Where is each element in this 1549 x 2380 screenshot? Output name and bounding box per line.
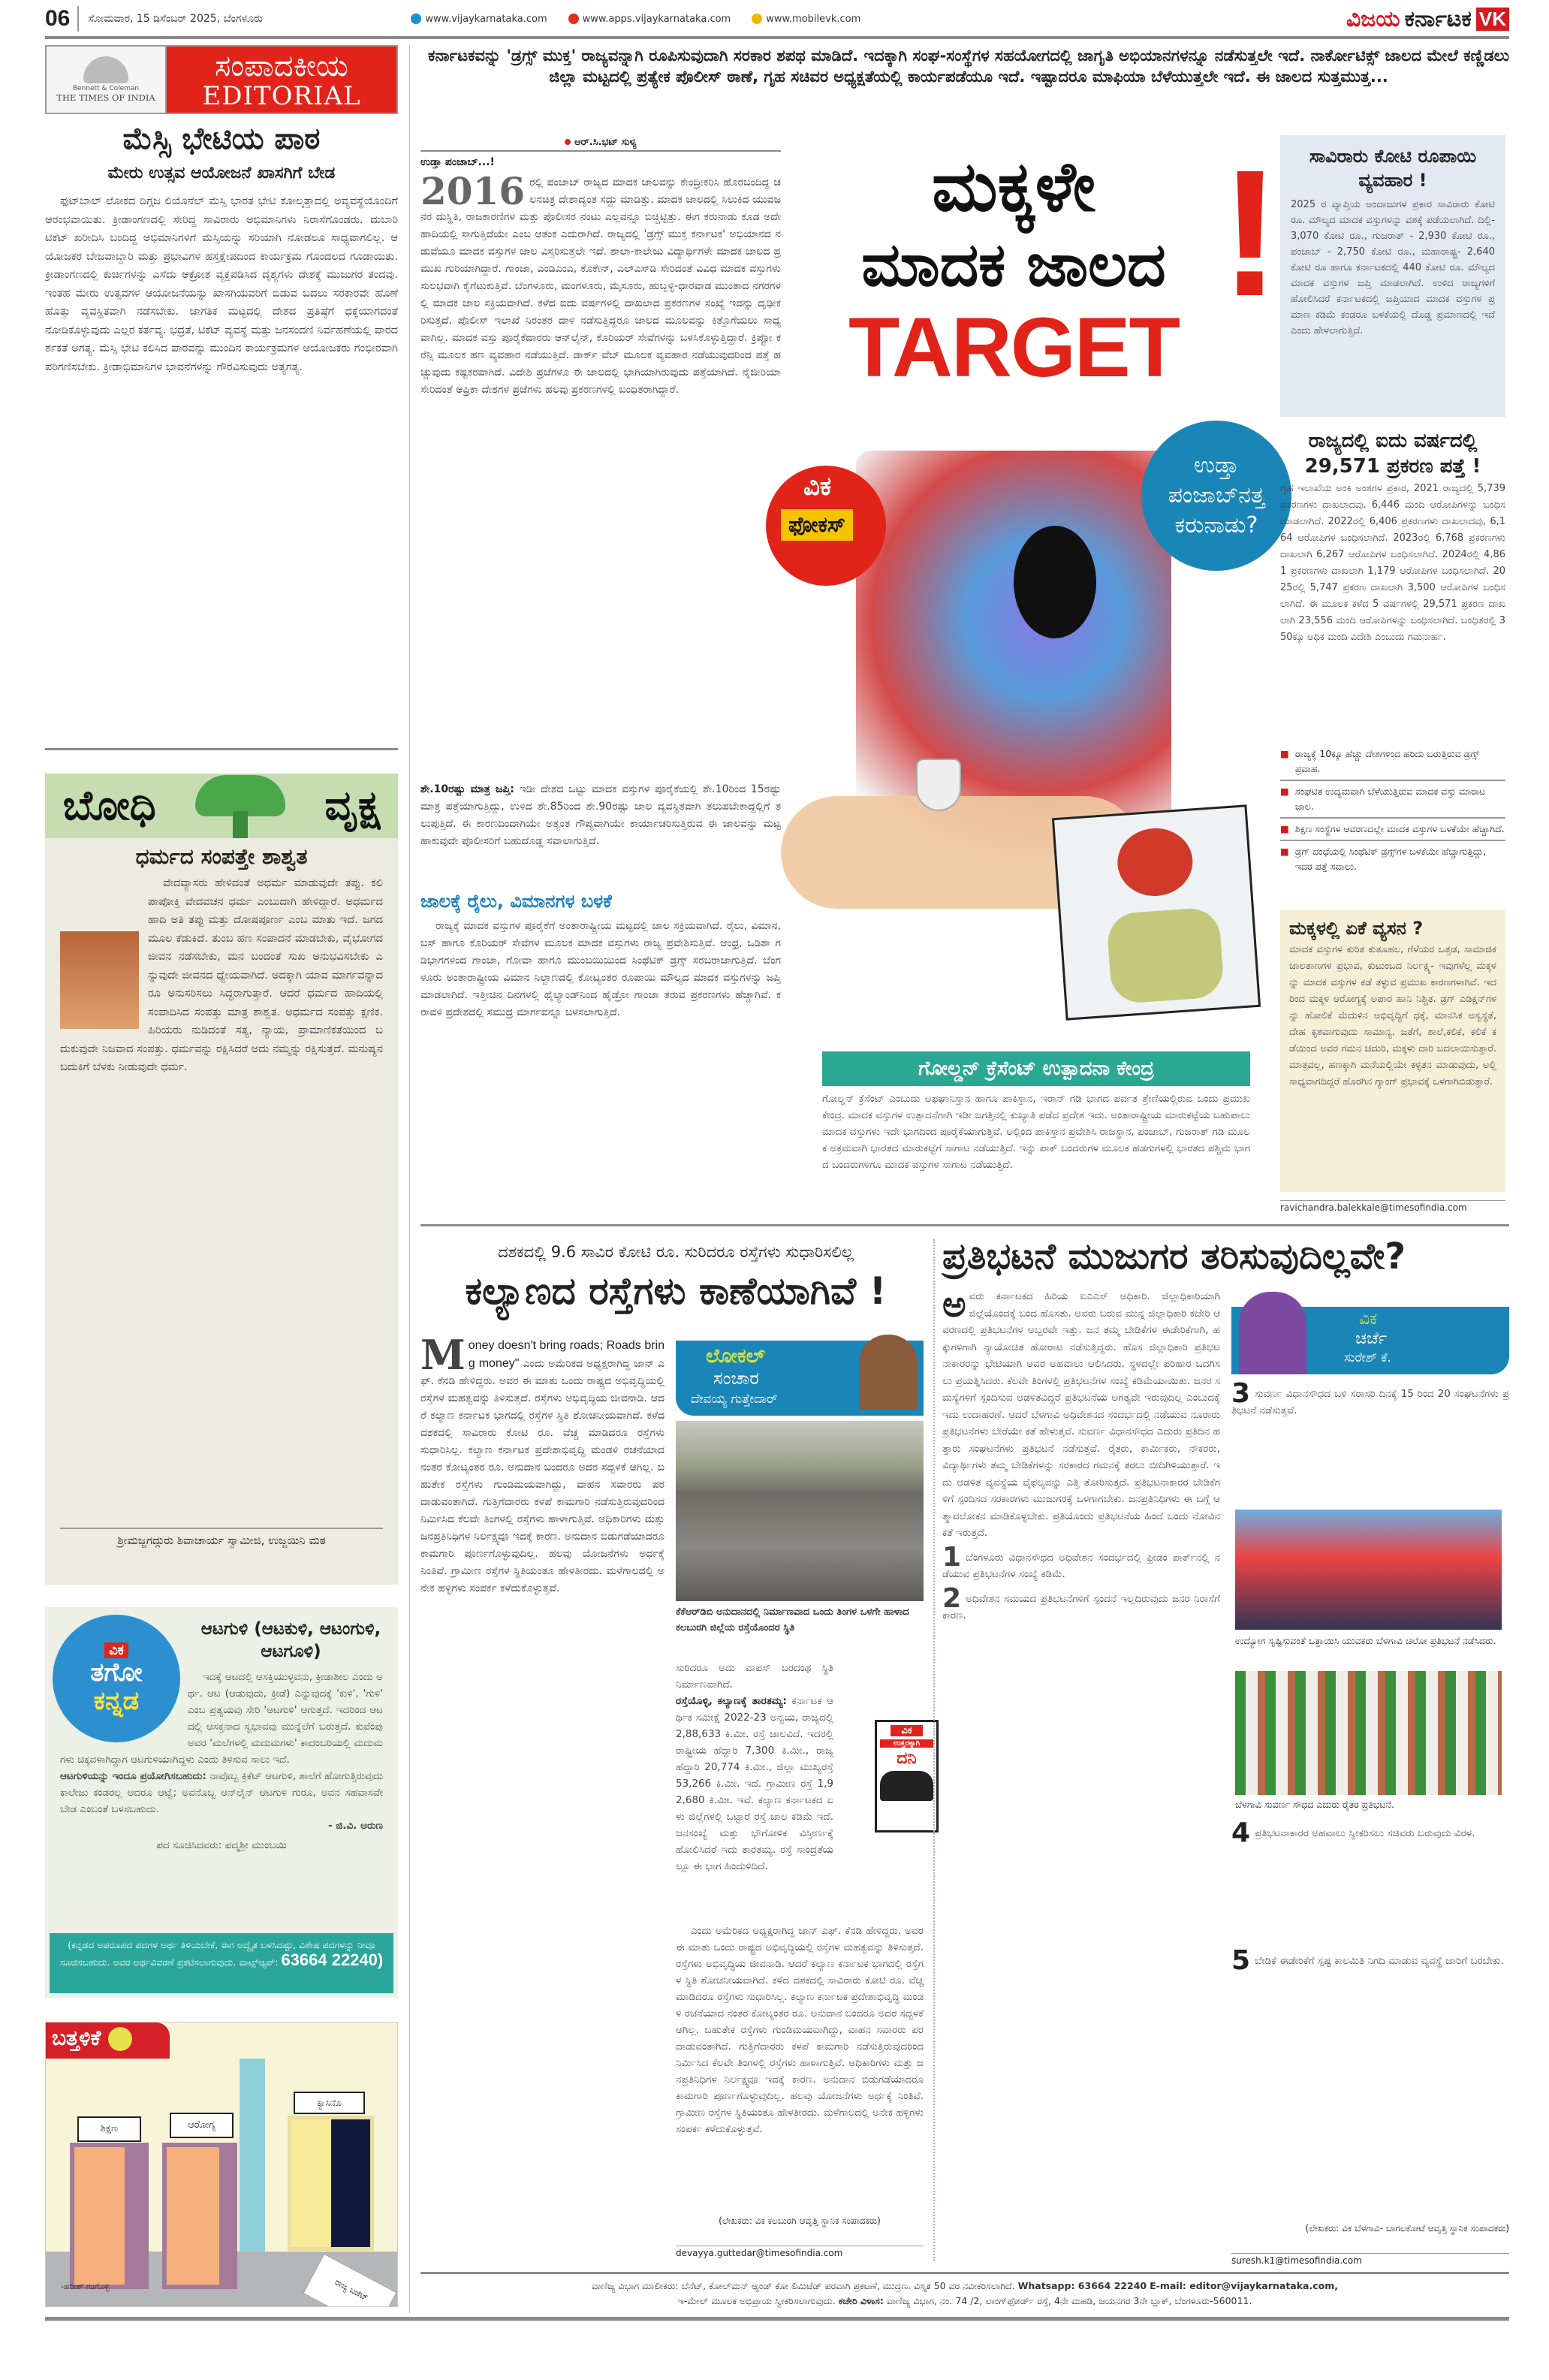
sidebar-cases-body: ಗೃಹ ಇಲಾಖೆಯ ಅಂಕಿ ಅಂಶಗಳ ಪ್ರಕಾರ, 2021 ರಾಜ್ಯದಲ್ಲಿ 5,739 ಪ್ರಕರಣಗಳು ದಾಖಲಾದವು. 6,446 ಮಂದಿ ಆರೋಪಿಗಳನ್ನು ಬಂಧಿಸ ಮಾಡಲಾಗಿದೆ. 2022ರಲ್ಲಿ 6,406 ಪ್ರಕರಣಗಳು ದಾಖಲಾದವು, 6,164 ಆರೋಪಿಗಳ ಬಂಧಿಸಲಾಗಿದೆ. 2023ರಲ್ಲಿ 6,768 ಪ್ರಕರಣಗಳು ದಾಖಲಾಗಿ 6,267 ಆರೋಪಿಗಳ ಬಂಧಿಸಲಾಗಿದೆ. 2024ರಲ್ಲಿ 4,861 ಪ್ರಕರಣಗಳು ದಾಖಲಾಗಿ 1,179 ಆರೋಪಿಗಳ ಬಂಧಿಸಲಾಗಿದೆ. 2025ರಲ್ಲಿ 5,747 ಪ್ರಕರಣ ದಾಖಲಾಗಿ 3,500 ಆರೋಪಿಗಳ ಬಂಧಿಸಲಾಗಿದೆ. ಈ ಮೂಲಕ ಕಳೆದ 5 ವರ್ಷಗಳಲ್ಲಿ 29,571 ಪ್ರಕರಣ ದಾಖಲಾಗಿ 23,556 ಮಂದಿ ಆರೋಪಿಗಳನ್ನು ಬಂಧಿಸಲಾಗಿದೆ. ಬಂಧಿತರಲ್ಲಿ 350ಕ್ಕೂ ಅಧಿಕ ಮಂದಿ ವಿದೇಶಿ ಎಂಬುದು ಗಮನಾರ್ಹ. bbox=[1280, 483, 1505, 643]
bullet-list bbox=[1280, 744, 1505, 877]
apps-link[interactable]: www.apps.vijaykarnataka.com bbox=[568, 14, 731, 25]
protest-body: ಅ ವರು ಕರ್ನಾಟಕದ ಹಿರಿಯ ಐಎಎಸ್ ಅಧಿಕಾರಿ. ಜಿಲ್ಲಾಧಿಕಾರಿಯಾಗಿ ಜಿಲ್ಲೆಯೊಂದಕ್ಕೆ ಬಂದ ಹೊಸತು. ಅವರು ಬರುವ ಮುನ್ನ ಜಿಲ್ಲಾಧಿಕಾರಿ ಕಚೇರಿ ಆವರಣದಲ್ಲಿ ಪ್ರತಿಭಟನೆಗಳ ಅಬ್ಬರವೇ ಇತ್ತು. ಜನ ತಮ್ಮ ಬೇಡಿಕೆಗಳ ಈಡೇರಿಕೆಗಾಗಿ, ಹಕ್ಕುಗಳಿಗಾಗಿ ನ್ಯಾಯೋಚಿತ ಹೋರಾಟ ನಡೆಸುತ್ತಿದ್ದರು. ಹೊಸ ಜಿಲ್ಲಾಧಿಕಾರಿ ಪ್ರತಿಭಟನಾಕಾರರನ್ನು ಭೇಟಿಯಾಗಿ ಅವರ ಅಹವಾಲು ಆಲಿಸಿದರು. ಸ್ಥಳದಲ್ಲೇ ಪರಿಹಾರ ಒದಗಿಸಲು ಪ್ರಯತ್ನಿಸಿದರು. ಕೆಲವೇ ತಿಂಗಳಲ್ಲಿ ಪ್ರತಿಭಟನೆಗಳ ಸಂಖ್ಯೆ ಕಡಿಮೆಯಾಯಿತು. ಜನರ ಸಮಸ್ಯೆಗಳಿಗೆ ಸ್ಪಂದಿಸುವ ಆಡಳಿತವಿದ್ದರೆ ಪ್ರತಿಭಟನೆಯ ಅಗತ್ಯವೇ ಇರುವುದಿಲ್ಲ ಎಂಬುದಕ್ಕೆ ಇದು ಉದಾಹರಣೆ. ಆದರೆ ಬೆಳಗಾವಿ ಅಧಿವೇಶನದ ಸಂದರ್ಭದಲ್ಲಿ ನಡೆಯುವ ನೂರಾರು ಪ್ರತಿಭಟನೆಗಳು ಬೇರೆಯೇ ಕತೆ ಹೇಳುತ್ತವೆ. ಸುವರ್ಣ ವಿಧಾನಸೌಧದ ಎದುರು ಪ್ರತಿದಿನ ಹತ್ತಾರು ಸಂಘಟನೆಗಳು ಪ್ರತಿಭಟನೆ ನಡೆಸುತ್ತವೆ. ರೈತರು, ಕಾರ್ಮಿಕರು, ನೌಕರರು, ವಿದ್ಯಾರ್ಥಿಗಳು ತಮ್ಮ ಬೇಡಿಕೆಗಳನ್ನು ಸರಕಾರದ ಗಮನಕ್ಕೆ ತರಲು ಬೀದಿಗಿಳಿಯುತ್ತಾರೆ. ಇದು ಆಡಳಿತ ವ್ಯವಸ್ಥೆಯ ವೈಫಲ್ಯವನ್ನು ಎತ್ತಿ ತೋರಿಸುತ್ತದೆ. ಪ್ರತಿಭಟನಾಕಾರರ ಬೇಡಿಕೆಗಳಿಗೆ ಸ್ಪಂದಿಸದ ಸರಕಾರಗಳು ಮುಜುಗರಕ್ಕೆ ಒಳಗಾಗಬೇಕು. ಜನಪ್ರತಿನಿಧಿಗಳು ಈ ಬಗ್ಗೆ ಆತ್ಮಾವಲೋಕನ ಮಾಡಿಕೊಳ್ಳಬೇಕು. ಪ್ರತಿಯೊಂದು ಪ್ರತಿಭಟನೆಯ ಹಿಂದೆ ಒಂದು ನೋವಿನ ಕತೆ ಇರುತ್ತದೆ. 1 ಬೆಂಗಳೂರು ವಿಧಾನಸೌಧದ ಅಧಿವೇಶನ ಸಂದರ್ಭದಲ್ಲಿ ಫ್ರೀಡಂ ಪಾರ್ಕ್‌ನಲ್ಲಿ ನಡೆಯುವ ಪ್ರತಿಭಟನೆಗಳ ಸಂಖ್ಯೆ ಕಡಿಮೆ. 2 ಅಧಿವೇಶನ ಸಮಯದ ಪ್ರತಿಭಟನೆಗಳಿಗೆ ಸ್ಪಂದನೆ ಇಲ್ಲದಿರುವುದು ಜನರ ನಿರಾಸೆಗೆ ಕಾರಣ. bbox=[942, 1288, 1220, 2227]
drug-packet bbox=[916, 759, 961, 811]
sidebar-crores: ಸಾವಿರಾರು ಕೋಟಿ ರೂಪಾಯಿ ವ್ಯವಹಾರ ! 2025 ರ ವ್ಯಾಪ್ತಿಯ ಅಂದಾಜುಗಳ ಪ್ರಕಾರ ಸಾವಿರಾರು ಕೋಟಿ ರೂ. ಮೌಲ್ಯದ ಮಾದಕ ವಸ್ತುಗಳನ್ನು ವಶಕ್ಕೆ ಪಡೆಯಲಾಗಿದೆ. ದಿಲ್ಲಿ- 3,070 ಕೋಟಿ ರೂ., ಗುಜರಾತ್ - 2,930 ಕೋಟಿ ರೂ., ಪಂಜಾಬ್ - 2,750 ಕೋಟಿ ರೂ., ಮಹಾರಾಷ್ಟ್ರ- 2,640 ಕೋಟಿ ರೂ ಹಾಗೂ ಕರ್ನಾಟಕದಲ್ಲಿ 440 ಕೋಟಿ ರೂ. ಮೌಲ್ಯದ ಮಾದಕ ವಸ್ತುಗಳ ಜಪ್ತಿ ಮಾಡಲಾಗಿದೆ. ಉಳಿದ ರಾಜ್ಯಗಳಿಗೆ ಹೋಲಿಸಿದರೆ ಕರ್ನಾಟಕದಲ್ಲಿ ಜಪ್ತಿಯಾದ ಮಾದಕ ವಸ್ತುಗಳ ಪ್ರಮಾಣ ಕಡಿಮೆ ಕಂಡರೂ ಬಳಕೆಯಲ್ಲಿ ದೊಡ್ಡ ಪ್ರಮಾಣದಲ್ಲಿ ಇದೆ ಎಂದು ಹೇಳಲಾಗುತ್ತಿದೆ. bbox=[1280, 135, 1505, 417]
question-bubble: ಉಡ್ತಾ ಪಂಜಾಬ್‌ನತ್ತ ಕರುನಾಡು? bbox=[1141, 421, 1291, 571]
editorial-label: ಸಂಪಾದಕೀಯ EDITORIAL bbox=[167, 47, 396, 113]
kalyana-deck: ದಶಕದಲ್ಲಿ 9.6 ಸಾವಿರ ಕೋಟಿ ರೂ. ಸುರಿದರೂ ರಸ್ತೆಗಳು ಸುಧಾರಿಸಲಿಲ್ಲ bbox=[498, 1243, 854, 1261]
sidebar-cases-heading: ರಾಜ್ಯದಲ್ಲಿ ಐದು ವರ್ಷದಲ್ಲಿ 29,571 ಪ್ರಕರಣ ಪತ್ತೆ ! bbox=[1304, 430, 1481, 478]
lead-email[interactable]: ravichandra.balekkale@timesofindia.com bbox=[1280, 1200, 1505, 1213]
column-badge-charche: ವಿಕ ಚರ್ಚೆ ಸುರೇಶ್ ಕೆ. bbox=[1231, 1307, 1509, 1374]
section-divider bbox=[420, 1224, 1509, 1226]
debate-badge: ವಿಕ ಉತ್ತರಕ್ಕಾಗಿ ದನಿ bbox=[875, 1720, 939, 1833]
door-sign: ಶಿಕ್ಷಣ bbox=[77, 2116, 141, 2142]
author-photo bbox=[859, 1335, 918, 1410]
list-item: ■ ರಾಜ್ಯಕ್ಕೆ 10ಕ್ಕೂ ಹೆಚ್ಚು ದೇಶಗಳಿಂದ ಹರಿದು ಬರುತ್ತಿರುವ ಡ್ರಗ್ಸ್ ಪ್ರವಾಹ. bbox=[1280, 744, 1505, 781]
child-figure bbox=[1014, 526, 1096, 638]
door bbox=[162, 2143, 237, 2289]
protest-photo-youth bbox=[1235, 1510, 1502, 1630]
mobile-icon bbox=[752, 14, 762, 24]
kalyana-headline: ಕಲ್ಯಾಣದ ರಸ್ತೆಗಳು ಕಾಣೆಯಾಗಿವೆ ! bbox=[465, 1269, 887, 1313]
wavy-divider bbox=[933, 1239, 938, 2261]
masthead-divider bbox=[45, 36, 1509, 39]
mobile-link[interactable]: www.mobilevk.com bbox=[752, 14, 860, 25]
tago-kannada-logo: ವಿಕ ತಗೋ ಕನ್ನಡ bbox=[53, 1615, 180, 1742]
bodhi-author: ಶ್ರೀಮಜ್ಜಗದ್ಗುರು ಶಿವಾಚಾರ್ಯ ಸ್ವಾಮೀಜಿ, ಉಜ್ಜಯಿನಿ ಮಠ bbox=[60, 1528, 383, 1547]
masthead bbox=[45, 5, 1509, 33]
lead-title: ಮಕ್ಕಳೇ ಮಾದಕ ಜಾಲದ TARGET bbox=[848, 146, 1180, 394]
protest-headline: ಪ್ರತಿಭಟನೆ ಮುಜುಗರ ತರಿಸುವುದಿಲ್ಲವೇ? bbox=[942, 1235, 1406, 1277]
bodhi-body: ವೇದವ್ಯಾಸರು ಹೇಳಿದಂತೆ ಅಧರ್ಮ ಮಾಡುವುದೇ ತಪ್ಪು. ಕಲಿ ಪಾಪೋಕ್ತಿ ವೇದವಚನ ಧರ್ಮ ಎಂಬುದಾಗಿ ಹೇಳಿದ್ದಾರೆ. ಅಧರ್ಮದ ಹಾದಿ ಅತಿ ತಪ್ಪು ಮತ್ತು ದೋಷಪೂರ್ಣ ಎಂಬ ಮಾತು ಇದೆ. ಜಗದ ಮೂಲ ಕೆಡುಕಿದೆ. ತುಂಬ ಹಣ ಸಂಪಾದನೆ ಮಾಡಬೇಕು, ವೈಭೋಗದ ಜೀವನ ನಡೆಸಬೇಕು, ಮನ ಬಂದಂತೆ ಸುಖ ಅನುಭವಿಸಬೇಕು ಎನ್ನುವುದೇ ಜೀವನದ ಧ್ಯೇಯವಾಗಿದೆ. ಅದಕ್ಕಾಗಿ ಯಾವ ಮಾರ್ಗವನ್ನಾದರೂ ಅನುಸರಿಸಲು ಸಿದ್ಧರಾಗುತ್ತಾರೆ. ಆದರೆ ಧರ್ಮದ ಹಾದಿಯಲ್ಲಿ ಸಂಪಾದಿಸಿದ ಸಂಪತ್ತು ಮಾತ್ರ ಶಾಶ್ವತ. ಅಧರ್ಮದ ಸಂಪತ್ತು ಕ್ಷಣಿಕ. ಹಿರಿಯರು ನುಡಿದಂತೆ ಸತ್ಯ, ನ್ಯಾಯ, ಪ್ರಾಮಾಣಿಕತೆಯಿಂದ ಬದುಕುವುದೇ ನಿಜವಾದ ಸಂಪತ್ತು. ಧರ್ಮವನ್ನು ರಕ್ಷಿಸಿದರೆ ಅದು ನಮ್ಮನ್ನು ರಕ್ಷಿಸುತ್ತದೆ. ಮನುಷ್ಯನ ಬದುಕಿಗೆ ಬೆಳಕು ನೀಡುವುದೇ ಧರ್ಮ. bbox=[60, 877, 383, 1073]
kalyana-body: M oney doesn't bring roads; Roads bring money" ಎಂದು ಅಮೆರಿಕದ ಅಧ್ಯಕ್ಷರಾಗಿದ್ದ ಜಾನ್ ಎಫ್. ಕೆನಡಿ ಹೇಳಿದ್ದರು. ಅವರ ಈ ಮಾತು ಒಂದು ರಾಷ್ಟ್ರದ ಅಭಿವೃದ್ಧಿಯಲ್ಲಿ ರಸ್ತೆಗಳ ಮಹತ್ವವನ್ನು ತಿಳಿಸುತ್ತದೆ. ರಸ್ತೆಗಳು ಅಭಿವೃದ್ಧಿಯ ಜೀವನಾಡಿ. ಆದರೆ ಕಲ್ಯಾಣ ಕರ್ನಾಟಕ ಭಾಗದಲ್ಲಿ ರಸ್ತೆಗಳ ಸ್ಥಿತಿ ಶೋಚನೀಯವಾಗಿದೆ. ಕಳೆದ ದಶಕದಲ್ಲಿ ಸಾವಿರಾರು ಕೋಟಿ ರೂ. ವೆಚ್ಚ ಮಾಡಿದರೂ ರಸ್ತೆಗಳು ಸುಧಾರಿಸಿಲ್ಲ. ಕಲ್ಯಾಣ ಕರ್ನಾಟಕ ಪ್ರದೇಶಾಭಿವೃದ್ಧಿ ಮಂಡಳಿ ರಚನೆಯಾದ ನಂತರ ಕೋಟ್ಯಂತರ ರೂ. ಅನುದಾನ ಬಂದರೂ ಅದರ ಸದ್ಬಳಕೆ ಆಗಿಲ್ಲ. ಬಹುತೇಕ ರಸ್ತೆಗಳು ಗುಂಡಿಮಯವಾಗಿದ್ದು, ವಾಹನ ಸವಾರರು ಪರದಾಡುವಂತಾಗಿದೆ. ಗುತ್ತಿಗೆದಾರರು ಕಳಪೆ ಕಾಮಗಾರಿ ನಡೆಸುತ್ತಿರುವುದರಿಂದ ನಿರ್ಮಿಸಿದ ಕೆಲವೇ ತಿಂಗಳಲ್ಲಿ ರಸ್ತೆಗಳು ಹಾಳಾಗುತ್ತಿವೆ. ಅಧಿಕಾರಿಗಳು ಮತ್ತು ಜನಪ್ರತಿನಿಧಿಗಳ ನಿರ್ಲಕ್ಷ್ಯವೂ ಇದಕ್ಕೆ ಕಾರಣ. ಅನುದಾನ ಬಿಡುಗಡೆಯಾದರೂ ಕಾಮಗಾರಿ ಪೂರ್ಣಗೊಳ್ಳುವುದಿಲ್ಲ. ಹಲವು ಯೋಜನೆಗಳು ಅರ್ಧಕ್ಕೆ ನಿಂತಿವೆ. ಗ್ರಾಮೀಣ ರಸ್ತೆಗಳ ಸ್ಥಿತಿಯಂತೂ ಹೇಳತೀರದು. ಮಳೆಗಾಲದಲ್ಲಿ ಅನೇಕ ಹಳ್ಳಿಗಳು ಸಂಪರ್ಕ ಕಳೆದುಕೊಳ್ಳುತ್ತವೆ. bbox=[420, 1337, 665, 1594]
list-item: ■ ಡ್ರಗ್ ದಂಧೆಯಲ್ಲಿ ಸಿಂಥೆಟಿಕ್ ಡ್ರಗ್ಸ್‌ಗಳ ಬಳಕೆಯೇ ಹೆಚ್ಚಾಗುತ್ತಿದ್ದು, ಇದರ ಪತ್ತೆ ಸವಾಲು. bbox=[1280, 841, 1505, 877]
newspaper: ರಾಜ್ಯ ಬಜೆಟ್ bbox=[303, 2254, 396, 2307]
protest-email[interactable]: suresh.k1@timesofindia.com bbox=[1231, 2253, 1509, 2266]
list-item: ■ ಸಂಘಟಿತ ಉದ್ಯಮವಾಗಿ ಬೆಳೆಯುತ್ತಿರುವ ಮಾದಕ ವಸ್ತು ಮಾರಾಟ ಜಾಲ. bbox=[1280, 781, 1505, 819]
page-bottom-rule bbox=[45, 2317, 1509, 2321]
smiley-icon bbox=[108, 2027, 132, 2051]
square-bullet-icon: ■ bbox=[1280, 786, 1289, 797]
page-number: 06 bbox=[45, 6, 79, 32]
road-photo bbox=[676, 1421, 924, 1601]
numbered-point: 3 ಸುವರ್ಣ ವಿಧಾನಸೌಧದ ಬಳಿ ಸರಾಸರಿ ದಿನಕ್ಕೆ 15 ರಿಂದ 20 ಸಂಘಟನೆಗಳು ಪ್ರತಿಭಟನೆ ನಡೆಸುತ್ತವೆ. bbox=[1231, 1378, 1509, 1416]
protest-photo-farmers bbox=[1235, 1671, 1502, 1795]
kalyana-tail: (ಲೇಖಕರು: ವಿಕ ಕಲಬುರಗಿ ಆವೃತ್ತಿ ಸ್ಥಾನಿಕ ಸಂಪಾದಕರು) bbox=[719, 2216, 881, 2226]
square-bullet-icon: ■ bbox=[1280, 846, 1289, 857]
focus-badge: ವಿಕ ಫೋಕಸ್ bbox=[766, 466, 886, 586]
cartoon-panel bbox=[45, 2022, 398, 2307]
word-body: ಇದಕ್ಕೆ ಆಟದಲ್ಲಿ ಆಸಕ್ತಿಯುಳ್ಳವನು, ಕ್ರೀಡಾಶೀಲ ಎಂದು ಅರ್ಥ. ಆಟ (ಆಡುವುದು, ಕ್ರೀಡೆ) ಎನ್ನುವುದಕ್ಕೆ 'ಕುಳಿ', 'ಗುಳಿ' ಎಂಬ ಪ್ರತ್ಯಯವು ಸೇರಿ 'ಆಟಗುಳಿ' ಆಗುತ್ತದೆ. ಇದರಿಂದ ಆಟದಲ್ಲಿ ಆಸಕ್ತನಾದ ಸ್ವಭಾವವು ಮುನ್ನೆಲೆಗೆ ಬರುತ್ತದೆ. ಕುವೆಂಪು ಅವರ 'ಮಲೆಗಳಲ್ಲಿ ಮದುಮಗಳು' ಕಾದಂಬರಿಯಲ್ಲಿ ಮದುಮಗಳು ಚಿಕ್ಕವಳಾಗಿದ್ದಾಗ ಆಟಗುಳಿಯಾಗಿದ್ದಳು ಎಂದು ತಿಳಿಸುವ ಸಾಲು ಇದೆ. ಆಟಗುಳಿಯನ್ನು ಇಂದೂ ಪ್ರಯೋಗಿಸಬಹುದು: ನಾವೊಬ್ಬ ಕ್ರಿಕೆಟ್ ಆಟಗುಳಿ, ಶಾಲೆಗೆ ಹೋಗುತ್ತಿರುವುದು ಕಾಲೇಜು ಕಂಡರಲ್ಲ ಆದರೂ ಆಟ್ವೆ; ಅವನೊಬ್ಬ ಆನ್‌ಲೈನ್ ಆಟಗುಳಿ ಗುರೂ, ಅವನ ಸಹವಾಸವೇ ಬೇಡ ಎಂಬಂತೆ ಬಳಸಬಹುದು. - ಜಿ.ವಿ. ಅರುಣ ಪದ ಸೂಚಿಸಿದವರು: ಪದ್ಮಶ್ರೀ ಮುಂಬಯಿ bbox=[60, 1671, 384, 1851]
tago-footer: (ಕನ್ನಡದ ಅಪರೂಪದ ಪದಗಳ ಅರ್ಥ ತಿಳಿಯಬೇಕೆ, ಈಗ ಅದ್ವೈತ ಬಳಸಿದಷ್ಟು, ವಿಶೇಷ ಪದಗಳನ್ನು ನೀವೂ ಸೂಚಿಸಬಹುದು. ಅವರ ಅರ್ಥವಿವರಣೆ ಪ್ರಕಟಿಸಲಾಗುವುದು. ವಾಟ್ಸ್ಆ್ಯಪ್: 63664 22240) bbox=[50, 1933, 393, 1993]
bodhi-title-bar: ಬೋಧಿ ವೃಕ್ಷ bbox=[45, 774, 398, 838]
author-photo bbox=[1239, 1292, 1306, 1374]
lead-sub2-heading: ಜಾಲಕ್ಕೆ ರೈಲು, ವಿಮಾನಗಳ ಬಳಕೆ bbox=[420, 891, 612, 912]
website-link[interactable]: www.vijaykarnataka.com bbox=[411, 14, 547, 25]
devil-figure bbox=[1115, 826, 1195, 899]
toi-logo: Bennett & Coleman THE TIMES OF INDIA bbox=[47, 47, 167, 113]
whatsapp-number: 63664 22240) bbox=[281, 1950, 384, 1969]
kalyana-body-cont: ಎಂದು ಅಮೆರಿಕದ ಅಧ್ಯಕ್ಷರಾಗಿದ್ದ ಜಾನ್ ಎಫ್. ಕೆನಡಿ ಹೇಳಿದ್ದರು. ಅವರ ಈ ಮಾತು ಒಂದು ರಾಷ್ಟ್ರದ ಅಭಿವೃದ್ಧಿಯಲ್ಲಿ ರಸ್ತೆಗಳ ಮಹತ್ವವನ್ನು ತಿಳಿಸುತ್ತದೆ. ರಸ್ತೆಗಳು ಅಭಿವೃದ್ಧಿಯ ಜೀವನಾಡಿ. ಆದರೆ ಕಲ್ಯಾಣ ಕರ್ನಾಟಕ ಭಾಗದಲ್ಲಿ ರಸ್ತೆಗಳ ಸ್ಥಿತಿ ಶೋಚನೀಯವಾಗಿದೆ. ಕಳೆದ ದಶಕದಲ್ಲಿ ಸಾವಿರಾರು ಕೋಟಿ ರೂ. ವೆಚ್ಚ ಮಾಡಿದರೂ ರಸ್ತೆಗಳು ಸುಧಾರಿಸಿಲ್ಲ. ಕಲ್ಯಾಣ ಕರ್ನಾಟಕ ಪ್ರದೇಶಾಭಿವೃದ್ಧಿ ಮಂಡಳಿ ರಚನೆಯಾದ ನಂತರ ಕೋಟ್ಯಂತರ ರೂ. ಅನುದಾನ ಬಂದರೂ ಅದರ ಸದ್ಬಳಕೆ ಆಗಿಲ್ಲ. ಬಹುತೇಕ ರಸ್ತೆಗಳು ಗುಂಡಿಮಯವಾಗಿದ್ದು, ವಾಹನ ಸವಾರರು ಪರದಾಡುವಂತಾಗಿದೆ. ಗುತ್ತಿಗೆದಾರರು ಕಳಪೆ ಕಾಮಗಾರಿ ನಡೆಸುತ್ತಿರುವುದರಿಂದ ನಿರ್ಮಿಸಿದ ಕೆಲವೇ ತಿಂಗಳಲ್ಲಿ ರಸ್ತೆಗಳು ಹಾಳಾಗುತ್ತಿವೆ. ಅಧಿಕಾರಿಗಳು ಮತ್ತು ಜನಪ್ರತಿನಿಧಿಗಳ ನಿರ್ಲಕ್ಷ್ಯವೂ ಇದಕ್ಕೆ ಕಾರಣ. ಅನುದಾನ ಬಿಡುಗಡೆಯಾದರೂ ಕಾಮಗಾರಿ ಪೂರ್ಣಗೊಳ್ಳುವುದಿಲ್ಲ. ಹಲವು ಯೋಜನೆಗಳು ಅರ್ಧಕ್ಕೆ ನಿಂತಿವೆ. ಗ್ರಾಮೀಣ ರಸ್ತೆಗಳ ಸ್ಥಿತಿಯಂತೂ ಹೇಳತೀರದು. ಮಳೆಗಾಲದಲ್ಲಿ ಅನೇಕ ಹಳ್ಳಿಗಳು ಸಂಪರ್ಕ ಕಳೆದುಕೊಳ್ಳುತ್ತವೆ. bbox=[676, 1925, 924, 2135]
list-item: ■ ಶಿಕ್ಷಣ ಸಂಸ್ಥೆಗಳ ಆವರಣದಲ್ಲೇ ಮಾದಕ ವಸ್ತುಗಳ ಬಳಕೆಯೇ ಹೆಚ್ಚಾಗಿದೆ. bbox=[1280, 819, 1505, 841]
author-photo bbox=[60, 931, 139, 1029]
square-bullet-icon: ■ bbox=[1280, 748, 1289, 759]
crowd-icon bbox=[880, 1771, 933, 1801]
door-sign: ಕ್ಯಾಸಿನೊ bbox=[294, 2092, 365, 2114]
kalyana-email[interactable]: devayya.guttedar@timesofindia.com bbox=[676, 2246, 924, 2258]
cartoon-label: ಬತ್ತಳಿಕೆ bbox=[46, 2023, 170, 2059]
golden-heading: ಗೋಲ್ಡನ್ ಕ್ರೆಸೆಂಟ್ ಉತ್ಪಾದನಾ ಕೇಂದ್ರ bbox=[822, 1051, 1250, 1086]
numbered-point: 4 ಪ್ರತಿಭಟನಾಕಾರರ ಅಹವಾಲು ಸ್ವೀಕರಿಸಲು ಸಚಿವರು ಬರುವುದು ವಿರಳ. bbox=[1231, 1817, 1475, 1848]
golden-body: ಗೋಲ್ಡನ್ ಕ್ರೆಸೆಂಟ್ ಎಂಬುದು ಅಫಘಾನಿಸ್ತಾನ ಹಾಗೂ ಪಾಕಿಸ್ತಾನ, ಇರಾನ್ ಗಡಿ ಭಾಗದ ಪರ್ವತ ಶ್ರೇಣಿಯಲ್ಲಿರುವ ಒಂದು ಪ್ರಮುಖ ಕೇಂದ್ರ. ಮಾದಕ ವಸ್ತುಗಳ ಉತ್ಪಾದನೆಗಾಗಿ ಇಡೀ ಜಗತ್ತಿನಲ್ಲಿ ಕುಖ್ಯಾತಿ ಪಡೆದ ಪ್ರದೇಶ ಇದು. ಅಂತಾರಾಷ್ಟ್ರೀಯ ಮಾರುಕಟ್ಟೆಯ ಬಹುಪಾಲು ಮಾದಕ ವಸ್ತುಗಳು ಇದೇ ಭಾಗದಿಂದ ಪೂರೈಕೆಯಾಗುತ್ತಿವೆ. ಅಲ್ಲಿಂದ ಪಾಕಿಸ್ತಾನ ಪ್ರವೇಶಿಸಿ ರಾಜಸ್ಥಾನ, ಪಂಜಾಬ್, ಗುಜರಾತ್ ಗಡಿ ಮೂಲಕ ಅಕ್ರಮವಾಗಿ ಭಾರತದ ಮಾರುಕಟ್ಟೆಗೆ ಸಾಗಾಟ ನಡೆಯುತ್ತಿದೆ. ಇನ್ನು ಪಾಕ್ ಬಂದರುಗಳ ಮೂಲಕ ಹಡಗುಗಳಲ್ಲಿ ಭಾರತದ ಪಶ್ಚಿಮ ಭಾಗದ ಬಂದರುಗಳಿಗೂ ಮಾದಕ ವಸ್ತುಗಳ ಸಾಗಾಟ ನಡೆಯುತ್ತಿದೆ. bbox=[822, 1093, 1250, 1171]
kalyana-body2: ಸುರಿದರೂ ಅದು ವಾಪಸ್ ಬರದಂಥ ಸ್ಥಿತಿ ನಿರ್ಮಾಣವಾಗಿದೆ. ರಸ್ತೆಯೊಳ್ಳಿ, ಕಲ್ಯಾಣಕ್ಕೆ ತಾರತಮ್ಯ: ಕರ್ನಾಟಕ ಆರ್ಥಿಕ ಸಮೀಕ್ಷೆ 2022-23 ಅನ್ವಯ, ರಾಜ್ಯದಲ್ಲಿ 2,88,633 ಕಿ.ಮೀ. ರಸ್ತೆ ಜಾಲವಿದೆ. ಇದರಲ್ಲಿ ರಾಷ್ಟ್ರೀಯ ಹೆದ್ದಾರಿ 7,300 ಕಿ.ಮೀ., ರಾಜ್ಯ ಹೆದ್ದಾರಿ 20,774 ಕಿ.ಮೀ., ಜಿಲ್ಲಾ ಮುಖ್ಯರಸ್ತೆ 53,266 ಕಿ.ಮೀ. ಇದೆ. ಗ್ರಾಮೀಣ ರಸ್ತೆ 1,92,680 ಕಿ.ಮೀ. ಇವೆ. ಕಲ್ಯಾಣ ಕರ್ನಾಟಕದ ಏಳು ಜಿಲ್ಲೆಗಳಲ್ಲಿ ಒಟ್ಟಾರೆ ರಸ್ತೆ ಜಾಲ ಕಡಿಮೆ ಇದೆ. ಜನಸಂಖ್ಯೆ ಮತ್ತು ಭೌಗೋಳಿಕ ವಿಸ್ತೀರ್ಣಕ್ಕೆ ಹೋಲಿಸಿದರೆ ಇದು ತಾರತಮ್ಯ. ರಸ್ತೆ ಸಾಂದ್ರತೆಯಲ್ಲೂ ಈ ಭಾಗ ಹಿಂದುಳಿದಿದೆ. bbox=[676, 1662, 833, 1872]
exclamation-mark: ! bbox=[1220, 132, 1280, 333]
sad-child bbox=[1106, 906, 1225, 1004]
editorial-headline: ಮೆಸ್ಸಿ ಭೇಟಿಯ ಪಾಠ bbox=[122, 122, 321, 156]
column-divider bbox=[409, 45, 410, 2313]
bullet-icon bbox=[565, 139, 571, 145]
lead-sub1: ಶೇ.10ರಷ್ಟು ಮಾತ್ರ ಜಪ್ತಿ: ಇಡೀ ದೇಶದ ಒಟ್ಟು ಮಾದಕ ವಸ್ತುಗಳ ಪೂರೈಕೆಯಲ್ಲಿ ಶೇ.10ರಿಂದ 15ರಷ್ಟು ಮಾತ್ರ ಪತ್ತೆಯಾಗುತ್ತಿದ್ದು, ಉಳಿದ ಶೇ.85ರಿಂದ ಶೇ.90ರಷ್ಟು ಜಾಲ ವ್ಯವಸ್ಥಿತವಾಗಿ ತಲುಪಬೇಕಾದ್ದಲ್ಲಿಗೆ ತಲುಪುತ್ತಿದೆ. ಈ ಕಾರಣದಿಂದಾಗಿಯೇ ಅತ್ಯಂತ ಗೌಪ್ಯವಾಗಿಯೇ ಕಾರ್ಯಾಚರಿಸುತ್ತಿರುವ ಈ ಜಾಲವನ್ನು ಮಟ್ಟ ಹಾಕುವುದೇ ಪೊಲೀಸರಿಗೆ ಬಹುದೊಡ್ಡ ಸವಾಲಾಗುತ್ತಿದೆ. bbox=[420, 783, 782, 847]
column-badge-local: ಲೋಕಲ್ ಸಂಚಾರ ದೇವಯ್ಯ ಗುತ್ತೇದಾರ್ bbox=[676, 1341, 924, 1416]
app-icon bbox=[568, 14, 579, 24]
globe-icon bbox=[411, 14, 421, 24]
open-door bbox=[288, 2116, 374, 2251]
numbered-point: 2 ಅಧಿವೇಶನ ಸಮಯದ ಪ್ರತಿಭಟನೆಗಳಿಗೆ ಸ್ಪಂದನೆ ಇಲ್ಲದಿರುವುದು ಜನರ ನಿರಾಸೆಗೆ ಕಾರಣ. bbox=[942, 1582, 1220, 1621]
brand-logo: ವಿಜಯ ಕರ್ನಾಟಕ VK bbox=[1346, 6, 1509, 32]
door-sign: ಆರೋಗ್ಯ bbox=[170, 2113, 234, 2138]
bodhi-headline: ಧರ್ಮದ ಸಂಪತ್ತೇ ಶಾಶ್ವತ bbox=[135, 844, 308, 869]
road-photo-caption: ಕೆಕೆಆರ್‌ಡಿಬಿ ಅನುದಾನದಲ್ಲಿ ನಿರ್ಮಾಣವಾದ ಒಂದು ತಿಂಗಳ ಒಳಗೇ ಹಾಳಾದ ಕಲಬುರಗಿ ಜಿಲ್ಲೆಯ ರಸ್ತೆಯೊಂದರ ಸ್ಥಿತಿ bbox=[676, 1606, 909, 1633]
numbered-point: 1 ಬೆಂಗಳೂರು ವಿಧಾನಸೌಧದ ಅಧಿವೇಶನ ಸಂದರ್ಭದಲ್ಲಿ ಫ್ರೀಡಂ ಪಾರ್ಕ್‌ನಲ್ಲಿ ನಡೆಯುವ ಪ್ರತಿಭಟನೆಗಳ ಸಂಖ್ಯೆ ಕಡಿಮೆ. bbox=[942, 1541, 1220, 1580]
photo1-caption: ಉದ್ಯೋಗ ಸೃಷ್ಟಿಸುವಂತೆ ಒತ್ತಾಯಿಸಿ ಯುವಕರು ಬೆಳಗಾವಿ ಚಲೋ ಪ್ರತಿಭಟನೆ ನಡೆಸಿದರು. bbox=[1235, 1635, 1496, 1646]
lead-byline: ಆರ್.ಸಿ.ಭಟ್ ಸುಳ್ಯ bbox=[420, 137, 781, 148]
numbered-point: 5 ಬೇಡಿಕೆ ಈಡೇರಿಕೆಗೆ ಸ್ಪಷ್ಟ ಕಾಲಮಿತಿ ನಿಗದಿ ಮಾಡುವ ವ್ಯವಸ್ಥೆ ಜಾರಿಗೆ ಬರಬೇಕು. bbox=[1231, 1945, 1504, 1976]
square-bullet-icon: ■ bbox=[1280, 823, 1289, 834]
sidebar-why: ಮಕ್ಕಳಲ್ಲಿ ಏಕೆ ವ್ಯಸನ ? ಮಾದಕ ವಸ್ತುಗಳ ಕುರಿತ ಕುತೂಹಲ, ಗೆಳೆಯರ ಒತ್ತಡ, ಸಾಮಾಜಿಕ ಜಾಲತಾಣಗಳ ಪ್ರಭಾವ, ಕುಟುಂಬದ ನಿರ್ಲಕ್ಷ್ಯ- ಇವುಗಳೆಲ್ಲ ಮಕ್ಕಳನ್ನು ಮಾದಕ ವಸ್ತುಗಳ ಕಡೆ ತಳ್ಳುವ ಪ್ರಮುಖ ಕಾರಣಗಳಾಗಿವೆ. ಇದರಿಂದ ಮಕ್ಕಳ ಆರೋಗ್ಯಕ್ಕೆ ಅಪಾರ ಹಾನಿ ನಿಶ್ಚಿತ. ಡ್ರಗ್ ಎಡಿಕ್ಷನ್‌ಗಳನ್ನು ಹೋಲಿಕೆ ಮೆದುಳಿನ ಅಭಿವೃದ್ಧಿಗೆ ಧಕ್ಕೆ, ಮಾನಸಿಕ ಅಸ್ವಸ್ಥತೆ, ದೇಹ ಕೃಶವಾಗುವುದು ಸಾಮಾನ್ಯ. ಜತೆಗೆ, ಶಾಲೆ,ಕಲಿಕೆ, ಕಲಿಕೆ ಕಡೆಯಿಂದ ಅವರ ಗಮನ ಚದುರಿ, ಮಕ್ಕಳು ದಾರಿ ಬದಲಾಯಿಸುತ್ತಾರೆ. ಮಾತ್ರವಲ್ಲ, ಹಣಕ್ಕಾಗಿ ಮನೆಯಲ್ಲಿಯೇ ಕಳ್ಳತನ ಮಾಡುವುದು, ಅಲ್ಲಿ ಸಾಧ್ಯವಾಗದಿದ್ದರೆ ಹೊರಗಿನ ಗ್ಯಾಂಗ್ ಪ್ರಭಾವಕ್ಕೆ ಒಳಗಾಗಿಬಿಡುತ್ತಾರೆ. bbox=[1280, 910, 1505, 1192]
photo2-caption: ಬೆಳಗಾವಿ ಸುವರ್ಣ ಸೌಧದ ಎದುರು ರೈತರ ಪ್ರತಿಭಟನೆ. bbox=[1235, 1799, 1394, 1810]
tree-icon bbox=[191, 774, 289, 838]
dropcap: ಅ bbox=[942, 1288, 966, 1326]
lead-deck: ಕರ್ನಾಟಕವನ್ನು 'ಡ್ರಗ್ಸ್ ಮುಕ್ತ' ರಾಜ್ಯವನ್ನಾಗಿ ರೂಪಿಸುವುದಾಗಿ ಸರಕಾರ ಶಪಥ ಮಾಡಿದೆ. ಇದಕ್ಕಾಗಿ ಸಂಘ-ಸಂಸ್ಥೆಗಳ ಸಹಯೋಗದಲ್ಲಿ ಜಾಗೃತಿ ಅಭಿಯಾನಗಳನ್ನೂ ನಡೆಸುತ್ತಲೇ ಇದೆ. ನಾರ್ಕೋಟಿಕ್ಸ್ ಜಾಲದ ಮೇಲೆ ಕಣ್ಣಿಡಲು ಜಿಲ್ಲಾ ಮಟ್ಟದಲ್ಲಿ ಪ್ರತ್ಯೇಕ ಪೊಲೀಸ್ ಠಾಣೆ, ಗೃಹ ಸಚಿವರ ಅಧ್ಯಕ್ಷತೆಯಲ್ಲಿ ಕಾರ್ಯಪಡೆಯೂ ಇದೆ. ಇಷ್ಟಾದರೂ ಮಾಫಿಯಾ ಬೆಳೆಯುತ್ತಲೇ ಇದೆ. ಈ ಜಾಲದ ಸುತ್ತಮುತ್ತ... bbox=[427, 47, 1510, 86]
dropcap-year: 2016 bbox=[420, 174, 526, 213]
lead-sub2-body: ರಾಜ್ಯಕ್ಕೆ ಮಾದಕ ವಸ್ತುಗಳ ಪೂರೈಕೆಗೆ ಅಂತಾರಾಷ್ಟ್ರೀಯ ಮಟ್ಟದಲ್ಲಿ ಜಾಲ ಸಕ್ರಿಯವಾಗಿದೆ. ರೈಲು, ವಿಮಾನ, ಬಸ್ ಹಾಗೂ ಕೊರಿಯರ್ ಸೇವೆಗಳ ಮೂಲಕ ಮಾದಕ ವಸ್ತುಗಳು ರಾಜ್ಯ ಪ್ರವೇಶಿಸುತ್ತಿವೆ. ಆಂಧ್ರ, ಒಡಿಶಾ ಗಡಿಭಾಗಗಳಿಂದ ಗಾಂಜಾ, ಗೋವಾ ಹಾಗೂ ಮುಂಬಯಿಯಿಂದ ಸಿಂಥೆಟಿಕ್ ಡ್ರಗ್ಸ್ ಸರಬರಾಜಾಗುತ್ತಿದೆ. ಬೆಂಗಳೂರು ಅಂತಾರಾಷ್ಟ್ರೀಯ ವಿಮಾನ ನಿಲ್ದಾಣದಲ್ಲಿ ಕೋಟ್ಯಂತರ ರೂಪಾಯಿ ಮೌಲ್ಯದ ಮಾದಕ ವಸ್ತುಗಳನ್ನು ಜಪ್ತಿ ಮಾಡಲಾಗಿದೆ. ಇತ್ತೀಚಿನ ದಿನಗಳಲ್ಲಿ ಥೈಲ್ಯಾಂಡ್‌ನಿಂದ ಹೈಡ್ರೋ ಗಾಂಜಾ ತರುವ ಪ್ರಕರಣಗಳು ಹೆಚ್ಚಾಗಿವೆ. ಕರಾವಳಿ ಪ್ರದೇಶದಲ್ಲಿ ಸಮುದ್ರ ಮಾರ್ಗವನ್ನೂ ಬಳಸಲಾಗುತ್ತಿದೆ. bbox=[420, 920, 781, 1018]
protest-tail: (ಲೇಖಕರು: ವಿಕ ಬೆಳಗಾವಿ- ಬಾಗಲಕೋಟೆ ಆವೃತ್ತಿ ಸ್ಥಾನಿಕ ಸಂಪಾದಕರು) bbox=[1305, 2223, 1509, 2234]
divider bbox=[45, 748, 398, 750]
dropcap: M bbox=[420, 1337, 466, 1379]
lead-kicker: ಉಡ್ತಾ ಪಂಜಾಬ್...! bbox=[420, 156, 495, 168]
lead-body: 2016 ರಲ್ಲಿ ಪಂಜಾಬ್ ರಾಜ್ಯದ ಮಾದಕ ಜಾಲವನ್ನು ಕೇಂದ್ರೀಕರಿಸಿ ಹೊರಬಂದಿದ್ದ ಚಲನಚಿತ್ರ ದೇಶಾದ್ಯಂತ ಸದ್ದು ಮಾಡಿತ್ತು. ಮಾದಕ ಜಾಲದಲ್ಲಿ ಸಿಲುಕಿದ ಯುವಜನರ ದುಸ್ಥಿತಿ, ರಾಜಕಾರಣಿಗಳ ಮತ್ತು ಪೊಲೀಸರ ನಂಟು ಎಲ್ಲವನ್ನೂ ಬಿಚ್ಚಿಟ್ಟಿತ್ತು. ಈಗ ಕರುನಾಡು ಕೂಡ ಅದೇ ಹಾದಿಯಲ್ಲಿ ಸಾಗುತ್ತಿದೆಯೇ ಎಂಬ ಆತಂಕ ಎದುರಾಗಿದೆ. ರಾಜ್ಯದಲ್ಲಿ 'ಡ್ರಗ್ಸ್ ಮುಕ್ತ ಕರ್ನಾಟಕ' ಅಭಿಯಾನದ ನಡುವೆಯೂ ಮಾದಕ ವಸ್ತುಗಳ ಜಾಲ ವಿಸ್ತರಿಸುತ್ತಲೇ ಇದೆ. ಶಾಲಾ-ಕಾಲೇಜು ವಿದ್ಯಾರ್ಥಿಗಳೇ ಮಾದಕ ಜಾಲದ ಪ್ರಮುಖ ಗುರಿಯಾಗಿದ್ದಾರೆ. ಗಾಂಜಾ, ಎಂಡಿಎಂಎ, ಕೊಕೇನ್, ಎಲ್‌ಎಸ್‌ಡಿ ಸೇರಿದಂತೆ ವಿವಿಧ ಮಾದಕ ವಸ್ತುಗಳು ಸುಲಭವಾಗಿ ಕೈಗೆಟುಕುತ್ತಿವೆ. ಬೆಂಗಳೂರು, ಮಂಗಳೂರು, ಮೈಸೂರು, ಹುಬ್ಬಳ್ಳಿ-ಧಾರವಾಡ ಮುಂತಾದ ನಗರಗಳಲ್ಲಿ ಮಾದಕ ಜಾಲ ಸಕ್ರಿಯವಾಗಿದೆ. ಕಳೆದ ಐದು ವರ್ಷಗಳಲ್ಲಿ ದಾಖಲಾದ ಪ್ರಕರಣಗಳ ಸಂಖ್ಯೆ ಇದನ್ನು ದೃಢೀಕರಿಸುತ್ತದೆ. ಪೊಲೀಸ್ ಇಲಾಖೆ ನಿರಂತರ ದಾಳಿ ನಡೆಸುತ್ತಿದ್ದರೂ ಜಾಲದ ಮೂಲವನ್ನು ಕಿತ್ತೊಗೆಯಲು ಸಾಧ್ಯವಾಗಿಲ್ಲ. ಮಾದಕ ವಸ್ತು ಪೂರೈಕೆದಾರರು ಆನ್‌ಲೈನ್, ಕೊರಿಯರ್ ಸೇವೆಗಳನ್ನು ಬಳಸಿಕೊಳ್ಳುತ್ತಿದ್ದಾರೆ. ಕ್ರಿಪ್ಟೋ ಕರೆನ್ಸಿ ಮೂಲಕ ಹಣ ವ್ಯವಹಾರ ನಡೆಯುತ್ತಿದೆ. ಡಾರ್ಕ್ ವೆಬ್ ಮೂಲಕ ವ್ಯವಹಾರ ನಡೆಯುವುದರಿಂದ ಪತ್ತೆ ಹಚ್ಚುವುದು ಕಷ್ಟಕರವಾಗಿದೆ. ವಿದೇಶಿ ಪ್ರಜೆಗಳೂ ಈ ಜಾಲದಲ್ಲಿ ಭಾಗಿಯಾಗಿರುವುದು ಪತ್ತೆಯಾಗಿದೆ. ನೈಜೀರಿಯಾ ಸೇರಿದಂತೆ ಆಫ್ರಿಕಾ ದೇಶಗಳ ಪ್ರಜೆಗಳು ಹಲವು ಪ್ರಕರಣಗಳಲ್ಲಿ ಬಂಧಿತರಾಗಿದ್ದಾರೆ. bbox=[420, 174, 781, 396]
door bbox=[70, 2143, 149, 2289]
cartoonist: -ಹರೀಶ್ ಗಂಗೊಳ್ಳಿ bbox=[61, 2282, 110, 2291]
inset-illustration bbox=[1052, 804, 1261, 1020]
emblem-icon bbox=[83, 56, 128, 83]
bodhi-vruksha-box bbox=[45, 774, 398, 1585]
imprint-footer: ವಾಣಿಜ್ಯ ವಿಭಾಗ ಮಾಲೀಕರು: ಬೆನೆಟ್, ಕೋಲ್‌ಮನ್ ಆ್ಯಂಡ್ ಕೋ ಲಿಮಿಟೆಡ್ ಪರವಾಗಿ ಪ್ರಕಟಣೆ, ಮುದ್ರಣ. ವಿಸ್ತೃತ 50 ವರ ನವೀಕರಿಸಲಾಗಿದೆ. Whatsapp: 63664 22240 E-mail: editor@vijaykarnataka.com, ಇ-ಮೇಲ್ ಮೂಲಕ ಅಭಿಪ್ರಾಯ ಸ್ವೀಕರಿಸಲಾಗುವುದು. ಕಚೇರಿ ವಿಳಾಸ: ವಾಣಿಜ್ಯ ವಿಭಾಗ, ನಂ. 74 /2, ಲಾಂಗ್‌ಫೋರ್ಡ್ ರಸ್ತೆ, 4ನೇ ಮಹಡಿ, ಜಯನಗರ 3ನೇ ಬ್ಲಾಕ್, ಬೆಂಗಳೂರು-560011. bbox=[592, 2280, 1338, 2306]
editorial-logo bbox=[45, 45, 398, 114]
date-line: ಸೋಮವಾರ, 15 ಡಿಸೆಂಬರ್ 2025, ಬೆಂಗಳೂರು bbox=[88, 13, 263, 25]
editorial-body: ಫುಟ್‌ಬಾಲ್ ಲೋಕದ ದಿಗ್ಗಜ ಲಿಯೊನೆಲ್ ಮೆಸ್ಸಿ ಭಾರತ ಭೇಟಿ ಕೋಲ್ಕತ್ತಾದಲ್ಲಿ ಅವ್ಯವಸ್ಥೆಯೊಂದಿಗೆ ಆರಂಭವಾಯಿತು. ಕ್ರೀಡಾಂಗಣದಲ್ಲಿ ಸೇರಿದ್ದ ಸಾವಿರಾರು ಅಭಿಮಾನಿಗಳು ನಿರಾಸೆಗೊಂಡರು. ದುಬಾರಿ ಟಿಕೆಟ್ ಖರೀದಿಸಿ ಬಂದಿದ್ದ ಅಭಿಮಾನಿಗಳಿಗೆ ಮೆಸ್ಸಿಯನ್ನು ಸರಿಯಾಗಿ ನೋಡಲೂ ಸಾಧ್ಯವಾಗಲಿಲ್ಲ. ಆಯೋಜಕರ ಬೇಜವಾಬ್ದಾರಿ ಮತ್ತು ಪ್ರಭಾವಿಗಳ ಹಸ್ತಕ್ಷೇಪದಿಂದ ಕಾರ್ಯಕ್ರಮ ಗೊಂದಲದ ಗೂಡಾಯಿತು. ಕ್ರೀಡಾಂಗಣದಲ್ಲಿ ಕುರ್ಚಿಗಳನ್ನು ಎಸೆದು ಆಕ್ರೋಶ ವ್ಯಕ್ತಪಡಿಸಿದ ದೃಶ್ಯಗಳು ದೇಶಕ್ಕೆ ಮುಜುಗರ ತಂದವು. ಇಂತಹ ಮೇರು ಉತ್ಸವಗಳ ಆಯೋಜನೆಯನ್ನು ಖಾಸಗಿಯವರಿಗೆ ಬಿಡುವ ಬದಲು ಸರಕಾರವೇ ಹೊಣೆ ಹೊತ್ತು ವ್ಯವಸ್ಥಿತವಾಗಿ ನಡೆಸಬೇಕು. ಜಾಗತಿಕ ಮಟ್ಟದಲ್ಲಿ ದೇಶದ ಪ್ರತಿಷ್ಠೆಗೆ ಧಕ್ಕೆಯಾಗದಂತೆ ನೋಡಿಕೊಳ್ಳುವುದು ಎಲ್ಲರ ಕರ್ತವ್ಯ. ಭದ್ರತೆ, ಟಿಕೆಟ್ ವ್ಯವಸ್ಥೆ ಮತ್ತು ಜನಸಂದಣಿ ನಿರ್ವಹಣೆಯಲ್ಲಿ ಪಾರದರ್ಶಕತೆ ಅಗತ್ಯ. ಮೆಸ್ಸಿ ಭೇಟಿ ಕಲಿಸಿದ ಪಾಠವನ್ನು ಮುಂದಿನ ಕಾರ್ಯಕ್ರಮಗಳ ಆಯೋಜಕರು ಗಂಭೀರವಾಗಿ ಪರಿಗಣಿಸಬೇಕು. ಕ್ರೀಡಾಭಿಮಾನಿಗಳ ಭಾವನೆಗಳನ್ನು ಗೌರವಿಸುವುದು ಅತ್ಯಗತ್ಯ. bbox=[45, 195, 398, 373]
tago-kannada-box bbox=[45, 1607, 398, 1998]
word-title: ಆಟಗುಳಿ (ಆಟಕುಳಿ, ಆಟಂಗುಳಿ, ಆಟಗೂಳಿ) bbox=[200, 1619, 381, 1661]
editorial-subhead: ಮೇರು ಉತ್ಸವ ಆಯೋಜನೆ ಖಾಸಗಿಗೆ ಬೇಡ bbox=[107, 164, 336, 182]
